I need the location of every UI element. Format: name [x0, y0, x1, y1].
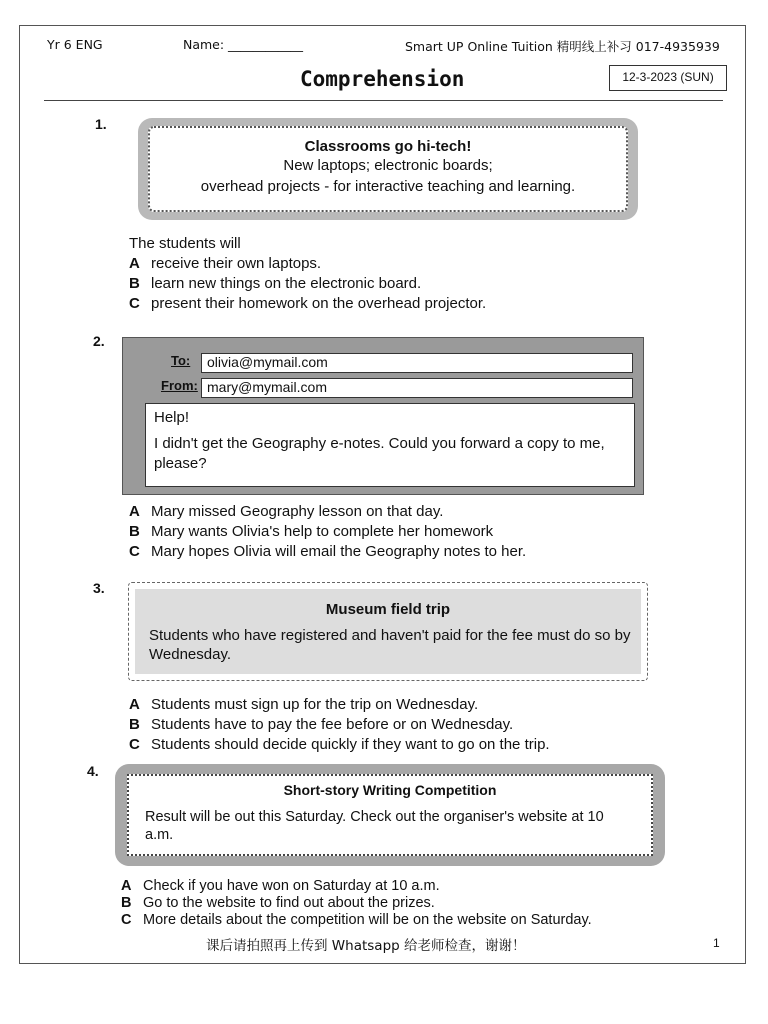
- footer-note: 课后请拍照再上传到 Whatsapp 给老师检查，谢谢！: [206, 938, 526, 954]
- q4-option-b[interactable]: B Go to the website to find out about the prizes.: [121, 895, 435, 911]
- q4-option-a[interactable]: A Check if you have won on Saturday at 10 a.m.: [121, 878, 440, 894]
- q1-notice-line1: New laptops; electronic boards;: [283, 157, 493, 174]
- q3-options: [129, 695, 550, 755]
- q1-option-b[interactable]: B learn new things on the electronic board.: [129, 275, 422, 292]
- q1-option-c[interactable]: C present their homework on the overhead projector.: [129, 295, 487, 312]
- q1-option-a[interactable]: A receive their own laptops.: [129, 255, 322, 272]
- to-field: olivia@mymail.com: [201, 353, 633, 373]
- page-number: 1: [713, 936, 720, 950]
- message-line2: I didn't get the Geography e-notes. Could you forward a copy to me, please?: [154, 435, 605, 472]
- q4-notice: [115, 764, 665, 866]
- q1-notice-title: Classrooms go hi-tech!: [304, 138, 472, 155]
- q3-option-a[interactable]: A Students must sign up for the trip on Wednesday.: [129, 696, 479, 713]
- q3-option-c[interactable]: C Students should decide quickly if they want to go on the trip.: [129, 736, 550, 753]
- year-label: Yr 6 ENG: [47, 37, 103, 52]
- q4-options: [121, 878, 592, 929]
- worksheet-page: [19, 25, 746, 964]
- q3-notice: [128, 582, 648, 681]
- header-divider: [44, 100, 723, 101]
- date-box: 12-3-2023 (SUN): [609, 65, 727, 91]
- q2-number: 2.: [93, 333, 105, 349]
- q1-notice: [138, 118, 638, 220]
- q4-notice-text: Result will be out this Saturday. Check out the organiser's website at 10 a.m.: [145, 809, 604, 843]
- q1-options: [129, 234, 486, 314]
- tuition-label: Smart UP Online Tuition 精明线上补习 017-4935939: [405, 39, 720, 54]
- q2-options: [129, 502, 526, 562]
- q3-notice-text: Students who have registered and haven't paid for the fee must do so by Wednesday.: [149, 627, 631, 663]
- q3-number: 3.: [93, 580, 105, 596]
- message-line1: Help!: [154, 409, 190, 426]
- q4-option-c[interactable]: C More details about the competition will be on the website on Saturday.: [121, 912, 592, 928]
- email-message: [145, 403, 635, 487]
- q4-number: 4.: [87, 763, 99, 779]
- page-title: Comprehension: [300, 67, 465, 91]
- q2-option-a[interactable]: A Mary missed Geography lesson on that day.: [129, 503, 444, 520]
- q2-email-window: [122, 337, 644, 495]
- q3-option-b[interactable]: B Students have to pay the fee before or on Wednesday.: [129, 716, 514, 733]
- from-label: From:: [161, 378, 198, 393]
- q3-notice-title: Museum field trip: [325, 601, 451, 618]
- q2-option-c[interactable]: C Mary hopes Olivia will email the Geography notes to her.: [129, 543, 527, 560]
- to-label: To:: [171, 353, 191, 368]
- q2-option-b[interactable]: B Mary wants Olivia's help to complete her homework: [129, 523, 494, 540]
- q1-number: 1.: [95, 116, 107, 132]
- q1-notice-line2: overhead projects - for interactive teaching and learning.: [200, 178, 576, 195]
- q1-intro: The students will: [129, 235, 241, 252]
- from-field: mary@mymail.com: [201, 378, 633, 398]
- q4-notice-title: Short-story Writing Competition: [283, 782, 497, 798]
- name-label: Name: ____________: [183, 37, 304, 52]
